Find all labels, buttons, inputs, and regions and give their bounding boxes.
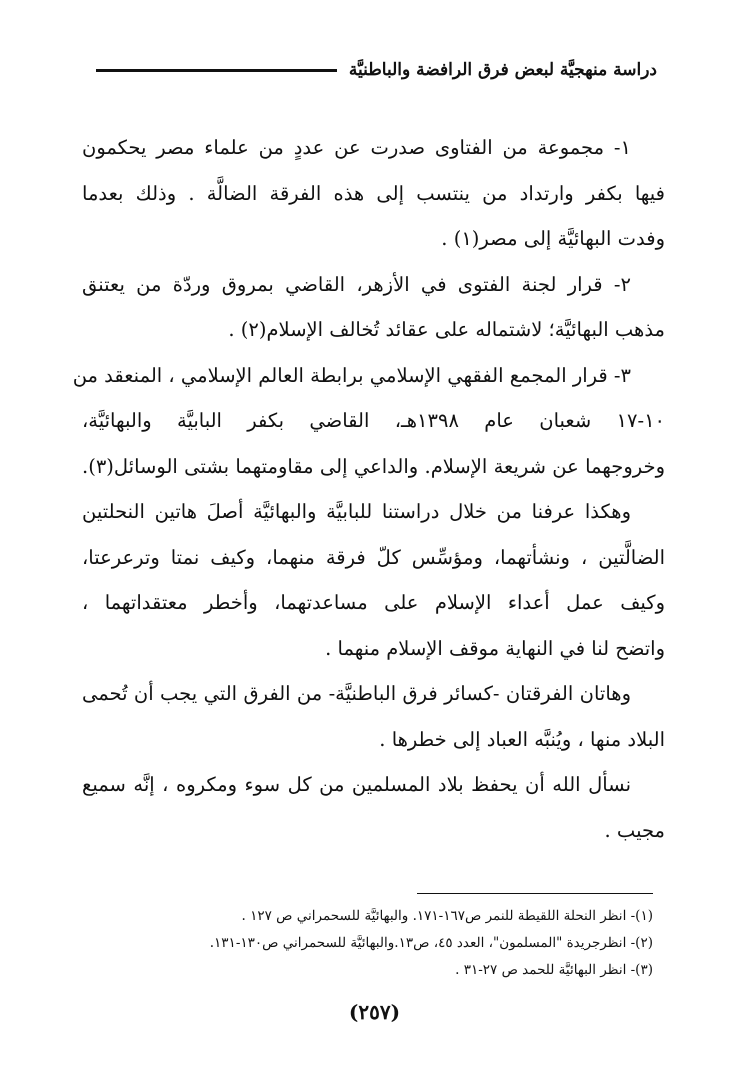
- text-line: ٣- قرار المجمع الفقهي الإسلامي برابطة العالم الإسلامي ، المنعقد من: [72, 363, 631, 387]
- running-header: [96, 60, 657, 80]
- text-line: نسأل الله أن يحفظ بلاد المسلمين من كل سوء ومكروه ، إنَّه سميع: [82, 773, 631, 796]
- header-title: دراسة منهجيَّة لبعض فرق الرافضة والباطنيَّة: [348, 60, 657, 80]
- paragraph-4: [82, 489, 665, 671]
- text-line: ١٠-١٧ شعبان عام ١٣٩٨هـ، القاضي بكفر البابيَّة والبهائيَّة،: [82, 409, 666, 432]
- text-line: وهكذا عرفنا من خلال دراستنا للبابيَّة والبهائيَّة أصلَ هاتين النحلتين: [82, 500, 631, 523]
- footnote-1: (١)- انظر النحلة اللقيطة للنمر ص١٦٧-١٧١. والبهائيَّة للسحمراني ص ١٢٧ .: [241, 908, 653, 924]
- text-line: ٢- قرار لجنة الفتوى في الأزهر، القاضي بمروق وردّة من يعتنق: [82, 272, 631, 296]
- paragraph-5: [82, 671, 665, 762]
- text-line: مذهب البهائيَّة؛ لاشتماله على عقائد تُخالف الإسلام(٢) .: [228, 318, 665, 341]
- footnotes: [200, 903, 653, 984]
- footnote-2: (٢)- انظرجريدة "المسلمون"، العدد ٤٥، ص١٣.والبهائيَّة للسحمراني ص١٣٠-١٣١.: [209, 935, 653, 951]
- text-line: وكيف عمل أعداء الإسلام على مساعدتهما، وأخطر معتقداتهما ،: [82, 591, 665, 614]
- paragraph-6: [82, 762, 665, 853]
- body-text: [72, 125, 666, 853]
- paragraph-2: [82, 262, 665, 353]
- page-number: (٢٥٧): [348, 1000, 401, 1024]
- text-line: فيها بكفر وارتداد من ينتسب إلى هذه الفرقة الضالَّة . وذلك بعدما: [82, 181, 665, 205]
- footnote-separator: [417, 893, 653, 894]
- paragraph-3: [72, 353, 666, 490]
- header-rule: [96, 69, 337, 72]
- text-line: البلاد منها ، ويُنبَّه العباد إلى خطرها .: [379, 727, 665, 751]
- text-line: واتضح لنا في النهاية موقف الإسلام منهما .: [325, 636, 665, 660]
- text-line: وفدت البهائيَّة إلى مصر(١) .: [441, 227, 665, 250]
- footnote-3: (٣)- انظر البهائيَّة للحمد ص ٢٧-٣١ .: [455, 962, 653, 978]
- text-line: الضالَّتين ، ونشأتهما، ومؤسِّس كلّ فرقة منهما، وكيف نمتا وترعرعتا،: [82, 545, 665, 569]
- text-line: وهاتان الفرقتان -كسائر فرق الباطنيَّة- من الفرق التي يجب أن تُحمى: [82, 682, 631, 705]
- paragraph-1: [82, 125, 665, 262]
- text-line: ١- مجموعة من الفتاوى صدرت عن عددٍ من علماء مصر يحكمون: [82, 136, 631, 159]
- text-line: مجيب .: [604, 818, 665, 842]
- text-line: وخروجهما عن شريعة الإسلام. والداعي إلى مقاومتهما بشتى الوسائل(٣).: [82, 454, 665, 478]
